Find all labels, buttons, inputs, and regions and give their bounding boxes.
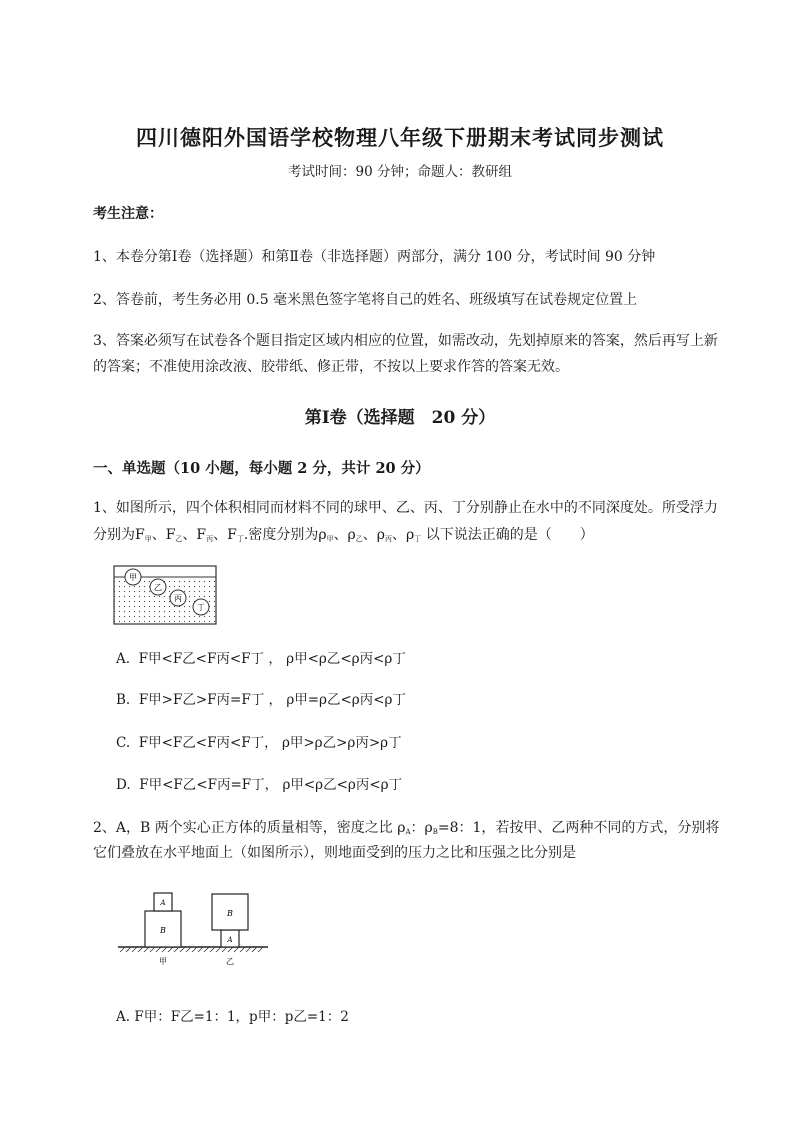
q1-stem-line1: 1、如图所示，四个体积相同而材料不同的球甲、乙、丙、丁分别静止在水中的不同深度处。所受浮力 <box>93 500 718 516</box>
note-item-3-cont: 的答案；不准使用涂改液、胶带纸、修正带，不按以上要求作答的答案无效。 <box>93 359 569 375</box>
label-ding: 丁 <box>197 603 205 612</box>
q1-stem-line2: 分别为$F_甲$、$F_乙$、$F_丙$、$F_丁$.密度分别为$\rho_甲$、$\rho_乙$、$\rho_丙$、$\rho_丁$ 以下说法正确的是（ ） <box>93 527 594 543</box>
label-jia: 甲 <box>129 573 137 582</box>
caption-yi: 乙 <box>226 957 234 966</box>
note-item-3: 3、答案必须写在试卷各个题目指定区域内相应的位置，如需改动，先划掉原来的答案，然后再写上新 <box>93 333 718 349</box>
note-item-2: 2、答卷前，考生务必用 0.5 毫米黑色签字笔将自己的姓名、班级填写在试卷规定位置上 <box>93 292 638 308</box>
q2-option-a[interactable]: A. F甲：F乙=1：1，p甲：p乙=1：2 <box>116 1009 349 1025</box>
q2-stacked-cubes-figure <box>116 885 272 973</box>
label-bing: 丙 <box>174 594 182 603</box>
exam-info: 考试时间：90 分钟；命题人：教研组 <box>288 164 512 180</box>
q1-option-c[interactable]: C. F甲<F乙<F丙<F丁， ρ甲>ρ乙>ρ丙>ρ丁 <box>116 735 402 751</box>
yi-label-b: B <box>227 909 233 918</box>
q2-stem-line2: 它们叠放在水平地面上（如图所示），则地面受到的压力之比和压强之比分别是 <box>93 845 576 861</box>
q1-water-tank-figure <box>113 565 217 625</box>
jia-label-a: A <box>160 899 166 907</box>
jia-label-b: B <box>160 926 166 935</box>
notes-heading: 考生注意： <box>93 206 163 222</box>
yi-label-a: A <box>227 936 233 944</box>
note-item-1: 1、本卷分第Ⅰ卷（选择题）和第Ⅱ卷（非选择题）两部分，满分 100 分，考试时间 90 分钟 <box>93 249 656 265</box>
part-heading: 一、单选题（10 小题，每小题 2 分，共计 20 分） <box>93 460 430 477</box>
q1-option-b[interactable]: B. F甲>F乙>F丙=F丁 ， ρ甲=ρ乙<ρ丙<ρ丁 <box>116 692 406 708</box>
page-title: 四川德阳外国语学校物理八年级下册期末考试同步测试 <box>136 125 664 150</box>
label-yi: 乙 <box>154 583 162 592</box>
section-title: 第Ⅰ卷（选择题 20 分） <box>304 408 496 428</box>
q1-option-a[interactable]: A. F甲<F乙<F丙<F丁 ， ρ甲<ρ乙<ρ丙<ρ丁 <box>116 651 406 667</box>
q2-stem-line1: 2、A，B 两个实心正方体的质量相等，密度之比 $\rho_A$：$\rho_B=8$：1，若按甲、乙两种不同的方式，分别将 <box>93 820 720 836</box>
q1-option-d[interactable]: D. F甲<F乙<F丙=F丁， ρ甲<ρ乙<ρ丙<ρ丁 <box>116 777 403 793</box>
caption-jia: 甲 <box>159 957 167 966</box>
